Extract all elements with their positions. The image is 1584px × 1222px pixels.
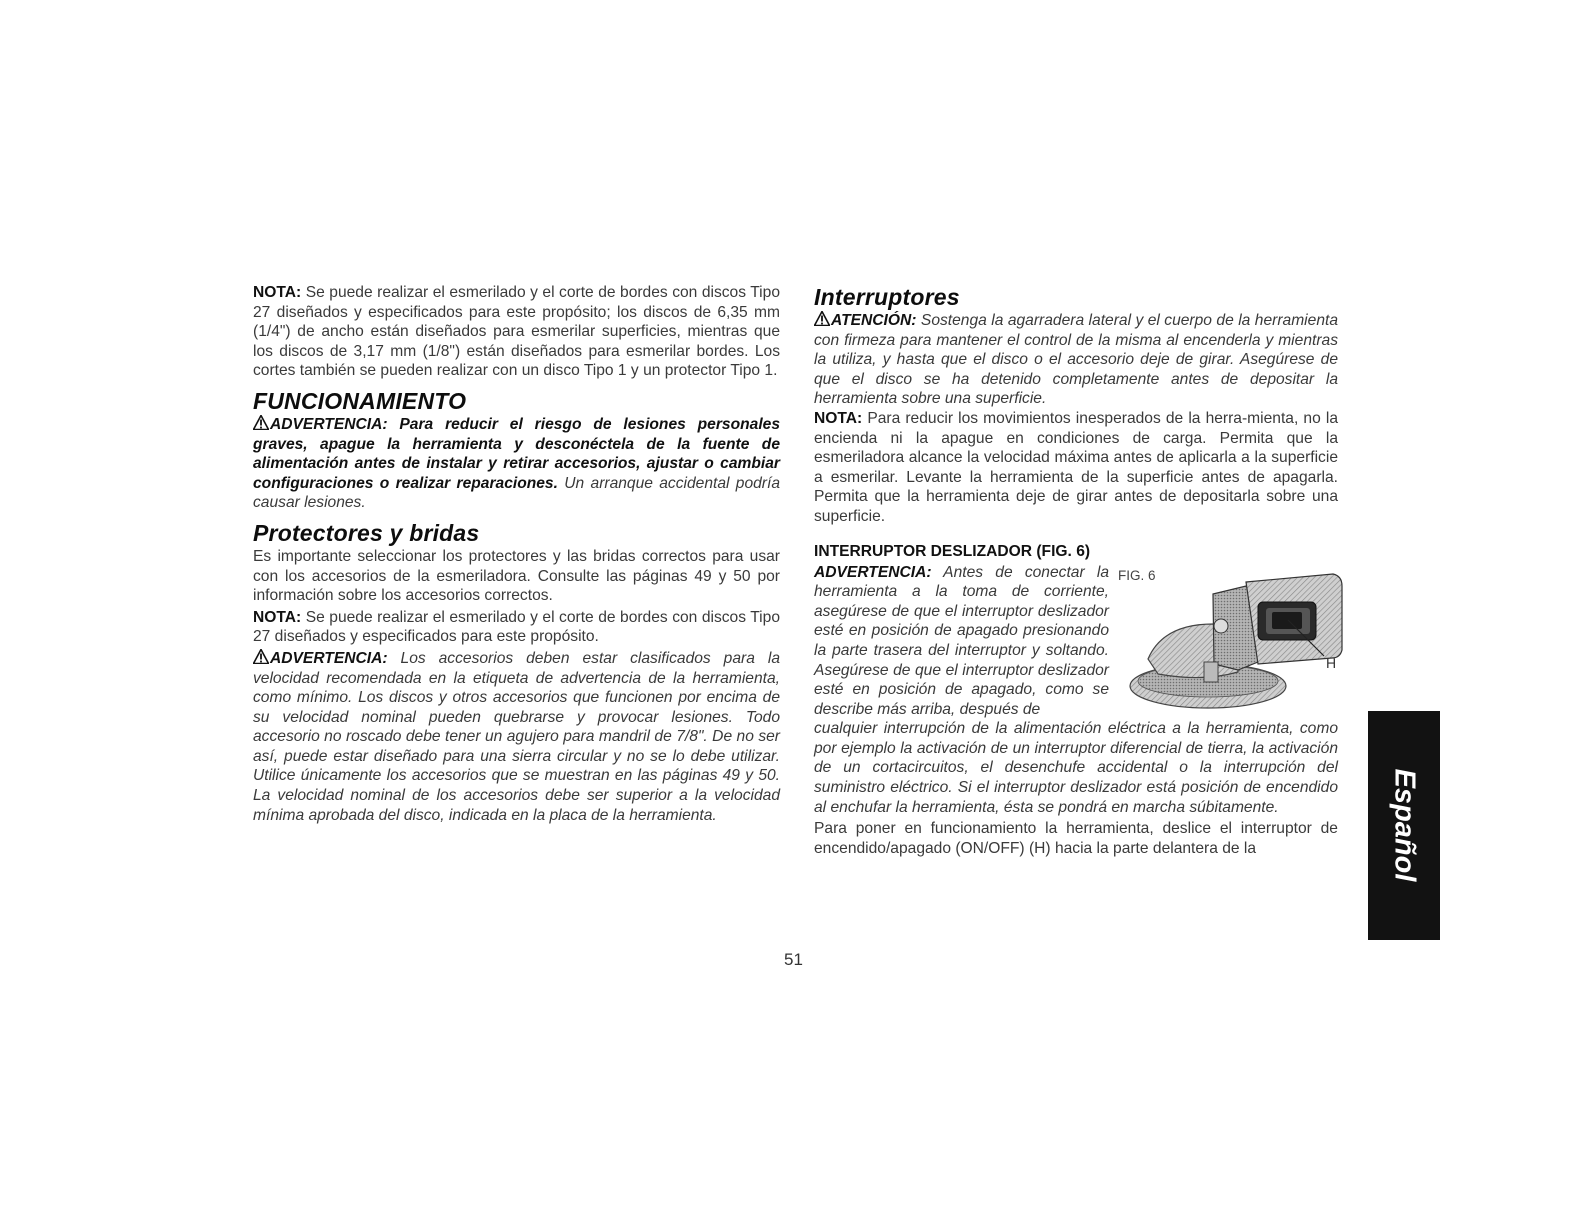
interruptores-heading: Interruptores: [814, 284, 960, 310]
advertencia-label: ADVERTENCIA:: [270, 649, 388, 667]
nota-text: Se puede realizar el esmerilado y el corte de bordes con discos Tipo 27 diseñados y especificados para este propósito; los discos de 6,35 mm (1/4") de ancho están diseñados para esmerilar superficies, mientras que los discos de 3,17 mm (1/8") están diseñados para esmerilar bordes. Los cortes también se pueden realizar con un disco Tipo 1 y un protector Tipo 1.: [253, 284, 780, 380]
atencion-paragraph: [814, 311, 1338, 409]
nota-paragraph-1: [253, 283, 780, 381]
nota-paragraph-2: [253, 608, 780, 647]
fig6-block: [814, 563, 1338, 720]
angle-grinder-illustration: [1118, 564, 1348, 714]
advertencia-paragraph-3: [814, 563, 1109, 720]
advertencia-paragraph-2: [253, 649, 780, 825]
warning-triangle-icon: [253, 649, 269, 664]
switch-h-callout: H: [1326, 654, 1337, 671]
language-side-tab: [1368, 711, 1440, 940]
nota-label: NOTA:: [814, 409, 863, 427]
para-paragraph: Para poner en funcionamiento la herramienta, deslice el interruptor de encendido/apagado (ON/OFF) (H) hacia la parte delantera de la: [814, 820, 1338, 857]
advertencia-paragraph-3-continued: cualquier interrupción de la alimentación eléctrica a la herramienta, como por ejemplo la activación de un interruptor diferencial de tierra, la activación de un cortacircuitos, el desenchufe accidental o la interrupción del suministro eléctrico. Si el interruptor deslizador está posición de encendido al enchufar la herramienta, ésta se pondrá en marcha súbitamente.: [814, 720, 1338, 816]
warning-triangle-icon: [814, 311, 830, 326]
nota-text: Se puede realizar el esmerilado y el corte de bordes con discos Tipo 27 diseñados y especificados para este propósito.: [253, 608, 780, 646]
fig6-figure: [1118, 564, 1348, 714]
nota-text: Para reducir los movimientos inesperados de la herra-mienta, no la encienda ni la apague en condiciones de carga. Permita que la esmeriladora alcance la velocidad máxima antes de aplicarla a la superficie a esmerilar. Levante la herramienta de la superficie antes de apagarla. Permita que la herramienta deje de girar antes de depositarla sobre una superficie.: [814, 409, 1338, 525]
advertencia-label: ADVERTENCIA:: [814, 563, 932, 581]
right-column: [814, 283, 1338, 858]
left-column: [253, 283, 780, 825]
advertencia-text: Antes de conectar la herramienta a la toma de corriente, asegúrese de que el interruptor deslizador esté en posición de apagado presionando la parte trasera del interruptor y soltando. Asegúrese de que el interruptor deslizador esté en posición de apagado, como se describe más arriba, después de: [814, 563, 1109, 718]
protectores-paragraph: Es importante seleccionar los protectores y las bridas correctos para usar con los accesorios de la esmeriladora. Consulte las páginas 49 y 50 por información sobre los accesorios correctos.: [253, 547, 780, 605]
atencion-text: Sostenga la agarradera lateral y el cuerpo de la herramienta con firmeza para mantener el control de la misma al encenderla y mientras la utiliza, y hasta que el disco o el accesorio deje de girar. Asegúrese de que el disco se ha detenido completamente antes de depositar la herramienta sobre una superficie.: [814, 312, 1338, 408]
funcionamiento-heading: FUNCIONAMIENTO: [253, 387, 467, 414]
advertencia-paragraph-1: [253, 415, 780, 513]
page-number: 51: [784, 950, 803, 969]
atencion-label: ATENCIÓN:: [831, 312, 917, 329]
nota-label: NOTA:: [253, 608, 302, 626]
language-tab-label: Español: [1388, 768, 1421, 882]
advertencia-text: Los accesorios deben estar clasificados para la velocidad recomendada en la etiqueta de advertencia de la herramienta, como mínimo. Los discos y otros accesorios que funcionen por encima de su velocidad nominal pueden quebrarse y provocar lesiones. Todo accesorio no roscado debe tener un agujero para mandril de 7/8". De no ser así, puede estar diseñado para una sierra circular y no se lo debe utilizar. Utilice únicamente los accesorios que se muestran en las páginas 49 y 50. La velocidad nominal de los accesorios debe ser superior a la velocidad mínima aprobada del disco, indicada en la placa de la herramienta.: [253, 649, 780, 824]
nota-paragraph-3: [814, 409, 1338, 527]
advertencia-bold-text: ADVERTENCIA: Para reducir el riesgo de lesiones personales graves, apague la herramienta y desconéctela de la fuente de alimentación antes de instalar y retirar accesorios, ajustar o cambiar configuraciones o realizar reparaciones.: [253, 415, 780, 492]
protectores-heading: Protectores y bridas: [253, 519, 480, 546]
fig6-label: FIG. 6: [1118, 567, 1156, 583]
nota-label: NOTA:: [253, 284, 302, 301]
warning-triangle-icon: [253, 415, 269, 430]
interruptor-deslizador-heading: INTERRUPTOR DESLIZADOR (FIG. 6): [814, 542, 1091, 560]
advertencia-italic-text: Un arranque accidental podría causar lesiones.: [253, 474, 780, 512]
